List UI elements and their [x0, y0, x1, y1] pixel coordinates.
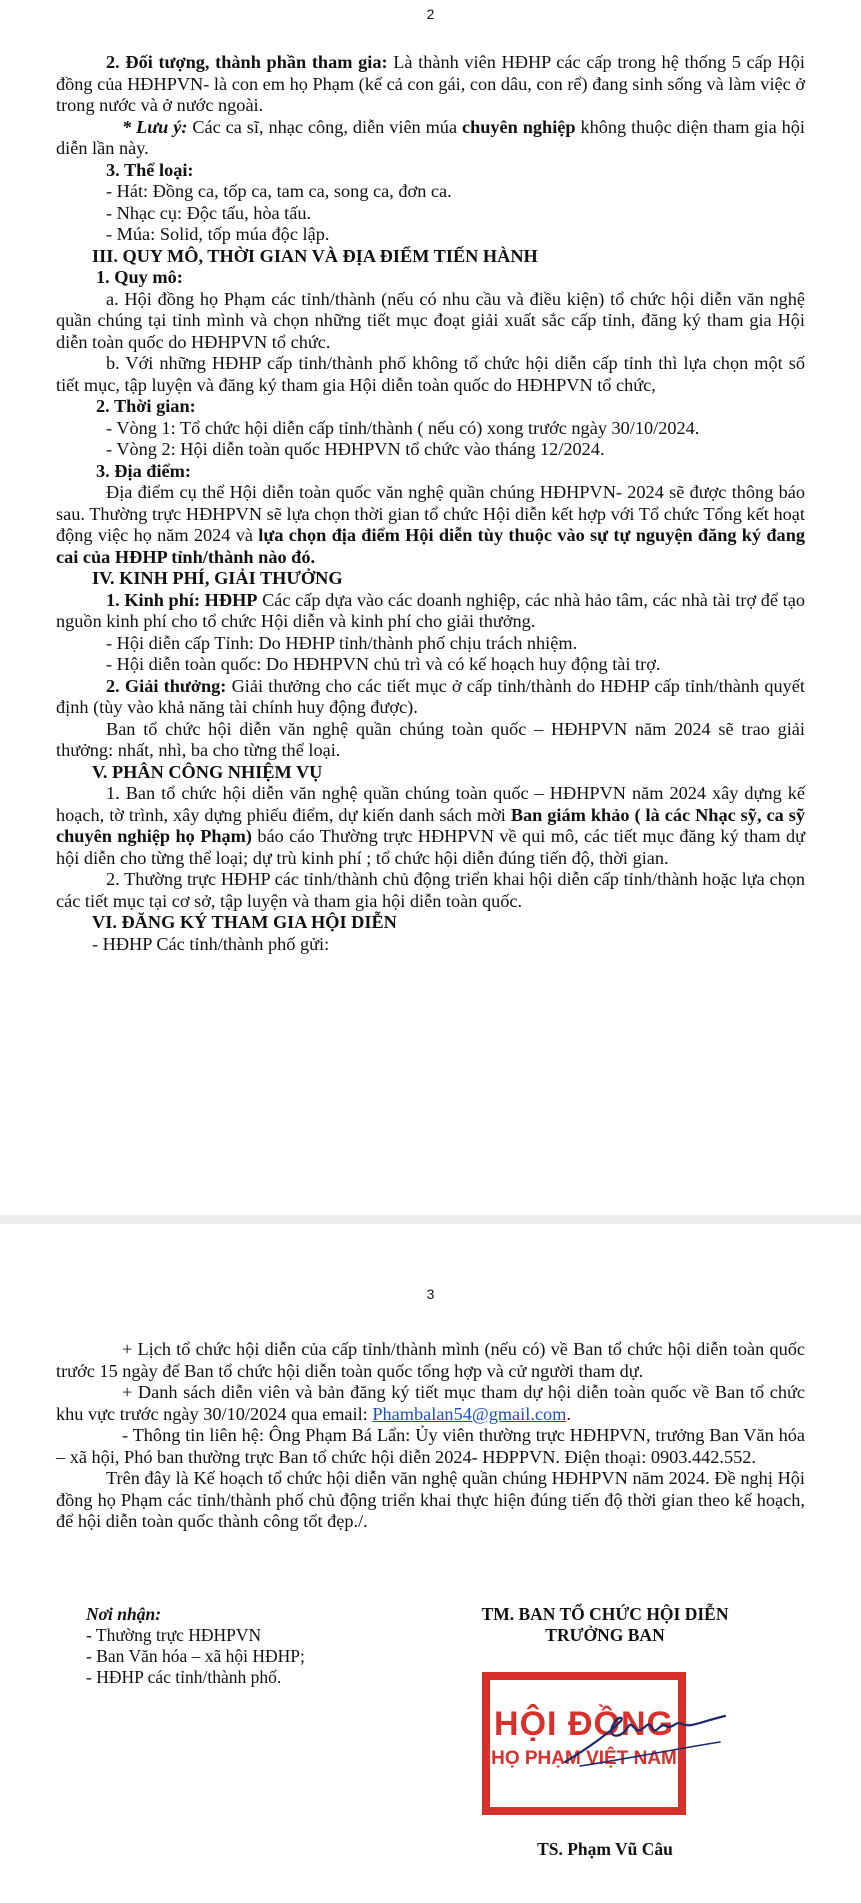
signer-name: TS. Phạm Vũ Câu [537, 1839, 673, 1859]
fund-paragraph: 1. Kinh phí: HĐHP Các cấp dựa vào các doanh nghiệp, các nhà hảo tâm, các nhà tài trợ để tạo nguồn kinh phí cho tổ chức Hội diễn và kinh phí cho giải thưởng. [56, 589, 805, 631]
recipients-title: Nơi nhận: [86, 1604, 162, 1624]
recipient-item: - HĐHP các tỉnh/thành phố. [86, 1667, 282, 1687]
task-1: 1. Ban tổ chức hội diễn văn nghệ quần chúng toàn quốc – HĐHPVN năm 2024 xây dựng kế hoạch, tờ trình, xây dựng phiếu điểm, dự kiến danh sách mời Ban giám khảo ( là các Nhạc sỹ, ca sỹ chuyên nghiệp họ Phạm) báo cáo Thường trực HĐHPVN về qui mô, các tiết mục đăng ký tham dự hội diễn cho từng thể loại; dự trù kinh phí ; tổ chức hội diễn đúng tiến độ, thời gian. [56, 783, 806, 868]
list-paragraph: + Danh sách diễn viên và bản đăng ký tiết mục tham dự hội diễn toàn quốc về Ban tổ chức khu vực trước ngày 30/10/2024 qua email: Phambalan54@gmail.com. [56, 1382, 805, 1424]
place-paragraph: Địa điểm cụ thể Hội diễn toàn quốc văn nghệ quần chúng HĐHPVN- 2024 sẽ được thông báo sau. Thường trực HĐHPVN sẽ lựa chọn thời gian tổ chức Hội diễn kết hợp với Tổ chức Tổng kết hoạt động việc họ năm 2024 và lựa chọn địa điểm Hội diễn tùy thuộc vào sự tự nguyện đăng ký đang cai của HĐHP tỉnh/thành nào đó. [56, 482, 806, 567]
page-number: 3 [426, 1286, 435, 1302]
stamp-line-1: HỘI ĐỒNG [494, 1705, 674, 1743]
genre-dance: - Múa: Solid, tốp múa độc lập. [106, 224, 330, 244]
participants-paragraph: 2. Đối tượng, thành phần tham gia: Là thành viên HĐHP các cấp trong hệ thống 5 cấp Hội đồng của HĐHPVN- là con em họ Phạm (kể cả con gái, con dâu, con rể) đang sinh sống và làm việc ở trong nước và ở nước ngoài. [56, 52, 805, 115]
handwritten-signature [560, 1692, 730, 1772]
section-v-heading: V. PHÂN CÔNG NHIỆM VỤ [92, 761, 323, 782]
page-3-body [56, 1339, 805, 1533]
fund-province: - Hội diễn cấp Tỉnh: Do HĐHP tỉnh/thành phố chịu trách nhiệm. [106, 632, 578, 653]
org-block [440, 1604, 770, 1646]
genre-sing: - Hát: Đồng ca, tốp ca, tam ca, song ca, đơn ca. [106, 181, 452, 201]
section-vi-heading: VI. ĐĂNG KÝ THAM GIA HỘI DIỄN [92, 912, 397, 932]
registration-intro: - HĐHP Các tỉnh/thành phố gửi: [92, 933, 330, 954]
place-heading: 3. Địa điểm: [96, 460, 191, 481]
round-2: - Vòng 2: Hội diễn toàn quốc HĐHPVN tổ chức vào tháng 12/2024. [106, 439, 605, 459]
closing-paragraph: Trên đây là Kế hoạch tổ chức hội diễn văn nghệ quần chúng HĐHPVN năm 2024. Đề nghị Hội đồng họ Phạm các tỉnh/thành phố chủ động triển khai thực hiện đúng tiến độ thời gian theo kế hoạch, để hội diễn toàn quốc thành công tốt đẹp./. [56, 1468, 805, 1531]
contact-paragraph: - Thông tin liên hệ: Ông Phạm Bá Lẩn: Ủy viên thường trực HĐHPVN, trưởng Ban Văn hóa – xã hội, Phó ban thường trực Ban tổ chức hội diễn 2024- HĐPPVN. Điện thoại: 0903.442.552. [56, 1425, 805, 1467]
schedule-paragraph: + Lịch tổ chức hội diễn của cấp tỉnh/thành mình (nếu có) về Ban tổ chức hội diễn toàn quốc trước 15 ngày để Ban tổ chức hội diễn toàn quốc tổng hợp và cử người tham dự. [56, 1339, 805, 1381]
genre-music: - Nhạc cụ: Độc tấu, hòa tấu. [106, 202, 312, 223]
section-iv-heading: IV. KINH PHÍ, GIẢI THƯỞNG [92, 568, 343, 588]
recipient-item: - Ban Văn hóa – xã hội HĐHP; [86, 1646, 305, 1666]
fund-national: - Hội diễn toàn quốc: Do HĐHPVN chủ trì và có kế hoạch huy động tài trợ. [106, 654, 661, 674]
page-2-body [56, 52, 805, 955]
genre-heading: 3. Thể loại: [106, 159, 194, 180]
scale-heading: 1. Quy mô: [96, 267, 183, 287]
page-number: 2 [426, 6, 435, 22]
email-link[interactable]: Phambalan54@gmail.com [372, 1403, 567, 1424]
recipients-block [86, 1604, 305, 1688]
scale-a: a. Hội đồng họ Phạm các tỉnh/thành (nếu có nhu cầu và điều kiện) tổ chức hội diễn văn nghệ quần chúng tại tỉnh mình và chọn những tiết mục đoạt giải xuất sắc cấp tỉnh, đăng ký tham gia Hội diễn toàn quốc do HĐHPVN tổ chức. [56, 288, 805, 352]
participants-label: 2. Đối tượng, thành phần tham gia: [106, 52, 388, 72]
time-heading: 2. Thời gian: [96, 396, 196, 416]
scale-b: b. Với những HĐHP cấp tỉnh/thành phố không tổ chức hội diễn cấp tỉnh thì lựa chọn một số tiết mục, tập luyện và đăng ký tham gia Hội diễn toàn quốc do HĐHPVN tổ chức, [56, 353, 805, 395]
org-title: TM. BAN TỔ CHỨC HỘI DIỄN [481, 1604, 729, 1624]
document-page-3 [0, 1224, 861, 1903]
task-2: 2. Thường trực HĐHP các tỉnh/thành chủ động triển khai hội diễn cấp tỉnh/thành hoặc lựa chọn các tiết mục tại cơ sở, tập luyện và tham gia hội diễn toàn quốc. [56, 869, 805, 911]
stamp-line-2: HỌ PHẠM VIỆT NAM [491, 1748, 677, 1769]
section-iii-heading: III. QUY MÔ, THỜI GIAN VÀ ĐỊA ĐIỂM TIẾN HÀNH [92, 245, 538, 266]
org-role: TRƯỞNG BAN [545, 1625, 665, 1645]
recipient-item: - Thường trực HĐHPVN [86, 1625, 262, 1645]
prize-paragraph-2: Ban tổ chức hội diễn văn nghệ quần chúng toàn quốc – HĐHPVN năm 2024 sẽ trao giải thưởng: nhất, nhì, ba cho từng thể loại. [56, 718, 805, 760]
note-label: * Lưu ý: [122, 116, 188, 137]
prize-paragraph: 2. Giải thưởng: Giải thưởng cho các tiết mục ở cấp tỉnh/thành do HĐHP cấp tỉnh/thành quyết định (tùy vào khả năng tài chính huy động được). [56, 675, 805, 717]
note-paragraph: * Lưu ý: Các ca sĩ, nhạc công, diễn viên múa chuyên nghiệp không thuộc diện tham gia hội diễn lần này. [56, 116, 805, 158]
round-1: - Vòng 1: Tổ chức hội diễn cấp tỉnh/thành ( nếu có) xong trước ngày 30/10/2024. [106, 417, 700, 438]
